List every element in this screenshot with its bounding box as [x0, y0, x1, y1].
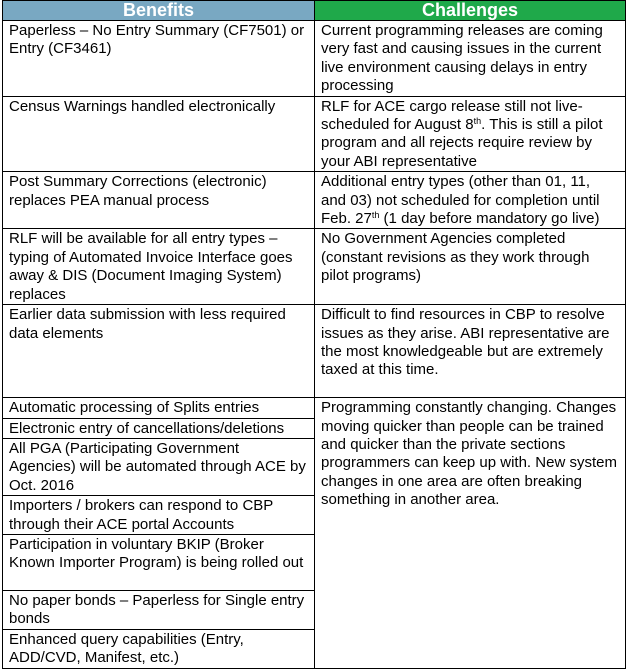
challenge-text: (1 day before mandatory go live): [379, 210, 600, 228]
superscript: th: [371, 210, 380, 221]
benefit-cell: Enhanced query capabilities (Entry, ADD/CVD, Manifest, etc.): [3, 629, 315, 668]
challenge-cell: [315, 172, 626, 229]
benefits-header: Benefits: [3, 1, 315, 21]
table-row: [3, 229, 626, 305]
benefit-cell: Electronic entry of cancellations/deletions: [3, 418, 315, 438]
table-row: [3, 172, 626, 229]
benefit-cell: Paperless – No Entry Summary (CF7501) or Entry (CF3461): [3, 21, 315, 97]
benefit-cell: Earlier data submission with less required data elements: [3, 305, 315, 398]
benefit-cell: No paper bonds – Paperless for Single entry bonds: [3, 590, 315, 629]
benefits-challenges-table: [2, 0, 626, 669]
challenge-cell: [315, 96, 626, 172]
benefit-cell: Importers / brokers can respond to CBP through their ACE portal Accounts: [3, 496, 315, 535]
merged-challenge-cell: Programming constantly changing. Changes moving quicker than people can be trained and quicker than the private sections programmers can keep up with. New system changes in one area are often breaking something in another area.: [315, 398, 626, 668]
superscript: th: [473, 116, 482, 127]
benefit-cell: Participation in voluntary BKIP (Broker Known Importer Program) is being rolled out: [3, 534, 315, 590]
benefit-cell: Census Warnings handled electronically: [3, 96, 315, 172]
benefit-cell: Post Summary Corrections (electronic) replaces PEA manual process: [3, 172, 315, 229]
table-row: [3, 398, 626, 418]
challenge-text: . This is still a pilot program and all rejects require review by your ABI representative: [321, 116, 603, 170]
challenge-text: Additional entry types (other than 01, 11, and 03) not scheduled for completion until Feb. 27: [321, 173, 600, 228]
challenges-header: Challenges: [315, 1, 626, 21]
challenge-cell: No Government Agencies completed (constant revisions as they work through pilot programs): [315, 229, 626, 305]
table-row: [3, 21, 626, 97]
header-row: [3, 1, 626, 21]
benefit-cell: All PGA (Participating Government Agencies) will be automated through ACE by Oct. 2016: [3, 438, 315, 495]
challenge-cell: Current programming releases are coming very fast and causing issues in the current live environment causing delays in entry processing: [315, 21, 626, 97]
benefit-cell: Automatic processing of Splits entries: [3, 398, 315, 418]
challenge-text: RLF for ACE cargo release still not live- scheduled for August 8: [321, 97, 583, 134]
benefit-cell: RLF will be available for all entry types – typing of Automated Invoice Interface goes away & DIS (Document Imaging System) replaces: [3, 229, 315, 305]
table-row: [3, 96, 626, 172]
table-row: [3, 305, 626, 398]
challenge-cell: Difficult to find resources in CBP to resolve issues as they arise. ABI representative are the most knowledgeable but are extremely taxed at this time.: [315, 305, 626, 398]
